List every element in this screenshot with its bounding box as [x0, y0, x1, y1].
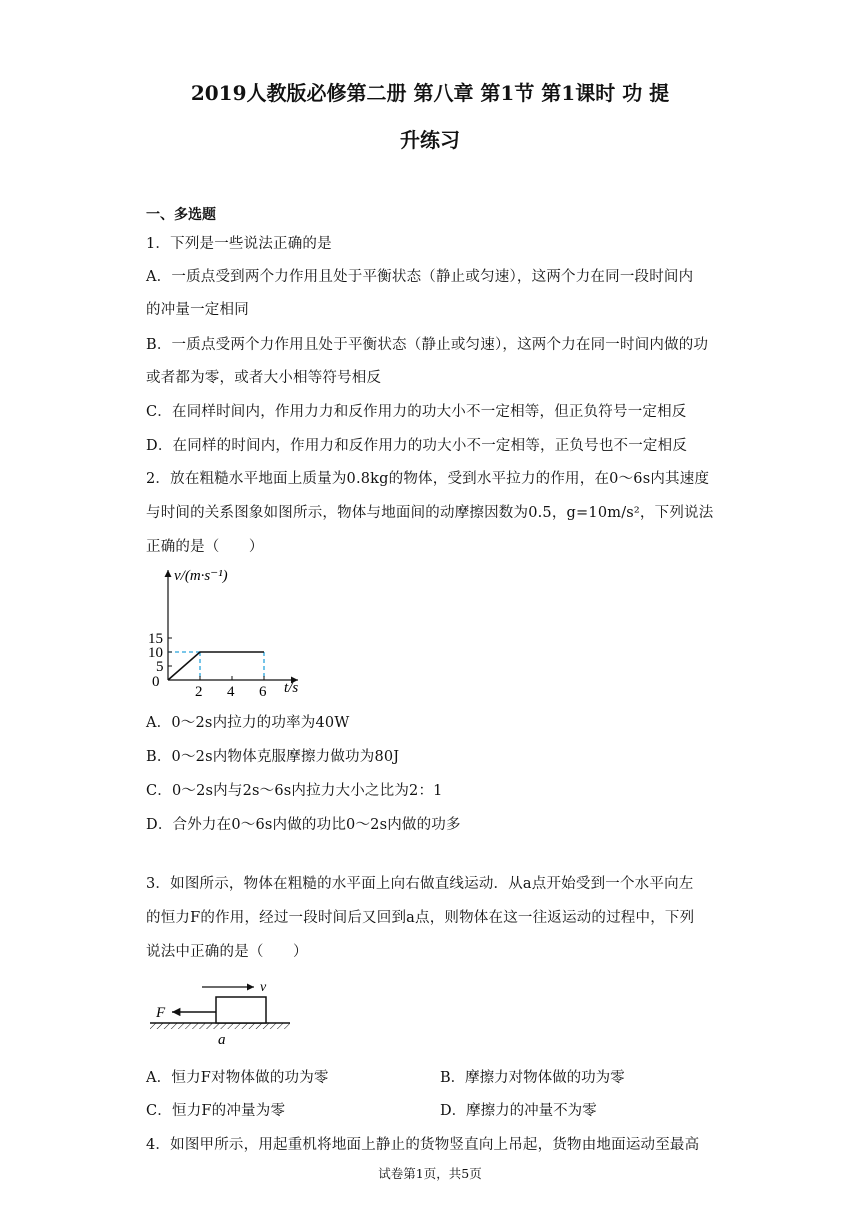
block-force-figure	[146, 976, 296, 1048]
q3-option-a: A．恒力F对物体做的功为零	[146, 1070, 329, 1086]
q1-option-b: B．一质点受两个力作用且处于平衡状态（静止或匀速），这两个力在同一时间内做的功	[146, 337, 709, 353]
x-tick-label-2: 6	[259, 684, 267, 700]
q2-option-a: A．0～2s内拉力的功率为40W	[146, 715, 350, 731]
q2-stem-line3: 正确的是（ ）	[146, 539, 264, 555]
q1-option-b-continued: 或者都为零，或者大小相等符号相反	[146, 370, 382, 386]
q3-stem-line2: 的恒力F的作用，经过一段时间后又回到a点，则物体在这一往返运动的过程中，下列	[146, 910, 695, 926]
q2-stem-line2: 与时间的关系图象如图所示，物体与地面间的动摩擦因数为0.5，g=10m/s²，下列说法	[146, 505, 714, 521]
q3-stem: 3．如图所示，物体在粗糙的水平面上向右做直线运动．从a点开始受到一个水平向左	[146, 876, 694, 892]
q1-stem: 1．下列是一些说法正确的是	[146, 236, 332, 252]
x-tick-label-0: 2	[195, 684, 203, 700]
velocity-series-line	[168, 652, 264, 680]
q1-option-a-continued: 的冲量一定相同	[146, 302, 249, 318]
q1-option-d: D．在同样的时间内，作用力和反作用力的功大小不一定相等，正负号也不一定相反	[146, 438, 688, 454]
ground	[150, 1023, 290, 1029]
q4-stem: 4．如图甲所示，用起重机将地面上静止的货物竖直向上吊起，货物由地面运动至最高	[146, 1137, 700, 1153]
page-title: 2019人教版必修第二册 第八章 第1节 第1课时 功 提	[190, 81, 670, 105]
origin-label: 0	[152, 674, 160, 690]
q3-stem-line3: 说法中正确的是（ ）	[146, 944, 308, 960]
x-axis-label: t/s	[284, 680, 299, 696]
section-heading: 一、多选题	[146, 207, 216, 223]
page-title-continued: 升练习	[400, 128, 460, 152]
point-label: a	[218, 1032, 226, 1048]
y-tick-label-1: 10	[148, 645, 163, 661]
y-tick-label-0: 5	[156, 659, 164, 675]
q1-option-c: C．在同样时间内，作用力力和反作用力的功大小不一定相等，但正负符号一定相反	[146, 404, 687, 420]
q2-option-c: C．0～2s内与2s～6s内拉力大小之比为2：1	[146, 783, 443, 799]
q2-option-b: B．0～2s内物体克服摩擦力做功为80J	[146, 749, 400, 765]
y-axis-label: v/(m·s⁻¹)	[174, 568, 228, 584]
page-footer: 试卷第1页，共5页	[378, 1166, 482, 1181]
q3-option-b: B．摩擦力对物体做的功为零	[440, 1070, 625, 1086]
q3-option-c: C．恒力F的冲量为零	[146, 1103, 286, 1119]
q3-option-d: D．摩擦力的冲量不为零	[440, 1103, 597, 1119]
q2-option-d: D．合外力在0～6s内做的功比0～2s内做的功多	[146, 817, 461, 833]
velocity-time-graph	[146, 560, 316, 700]
force-label: F	[156, 1005, 166, 1021]
q1-option-a: A．一质点受到两个力作用且处于平衡状态（静止或匀速），这两个力在同一段时间内	[146, 269, 694, 285]
q2-stem: 2．放在粗糙水平地面上质量为0.8kg的物体，受到水平拉力的作用，在0～6s内其速度	[146, 471, 710, 487]
velocity-label: v	[260, 980, 267, 995]
y-tick-label-2: 15	[148, 631, 163, 647]
x-tick-label-1: 4	[227, 684, 235, 700]
block	[216, 997, 266, 1023]
